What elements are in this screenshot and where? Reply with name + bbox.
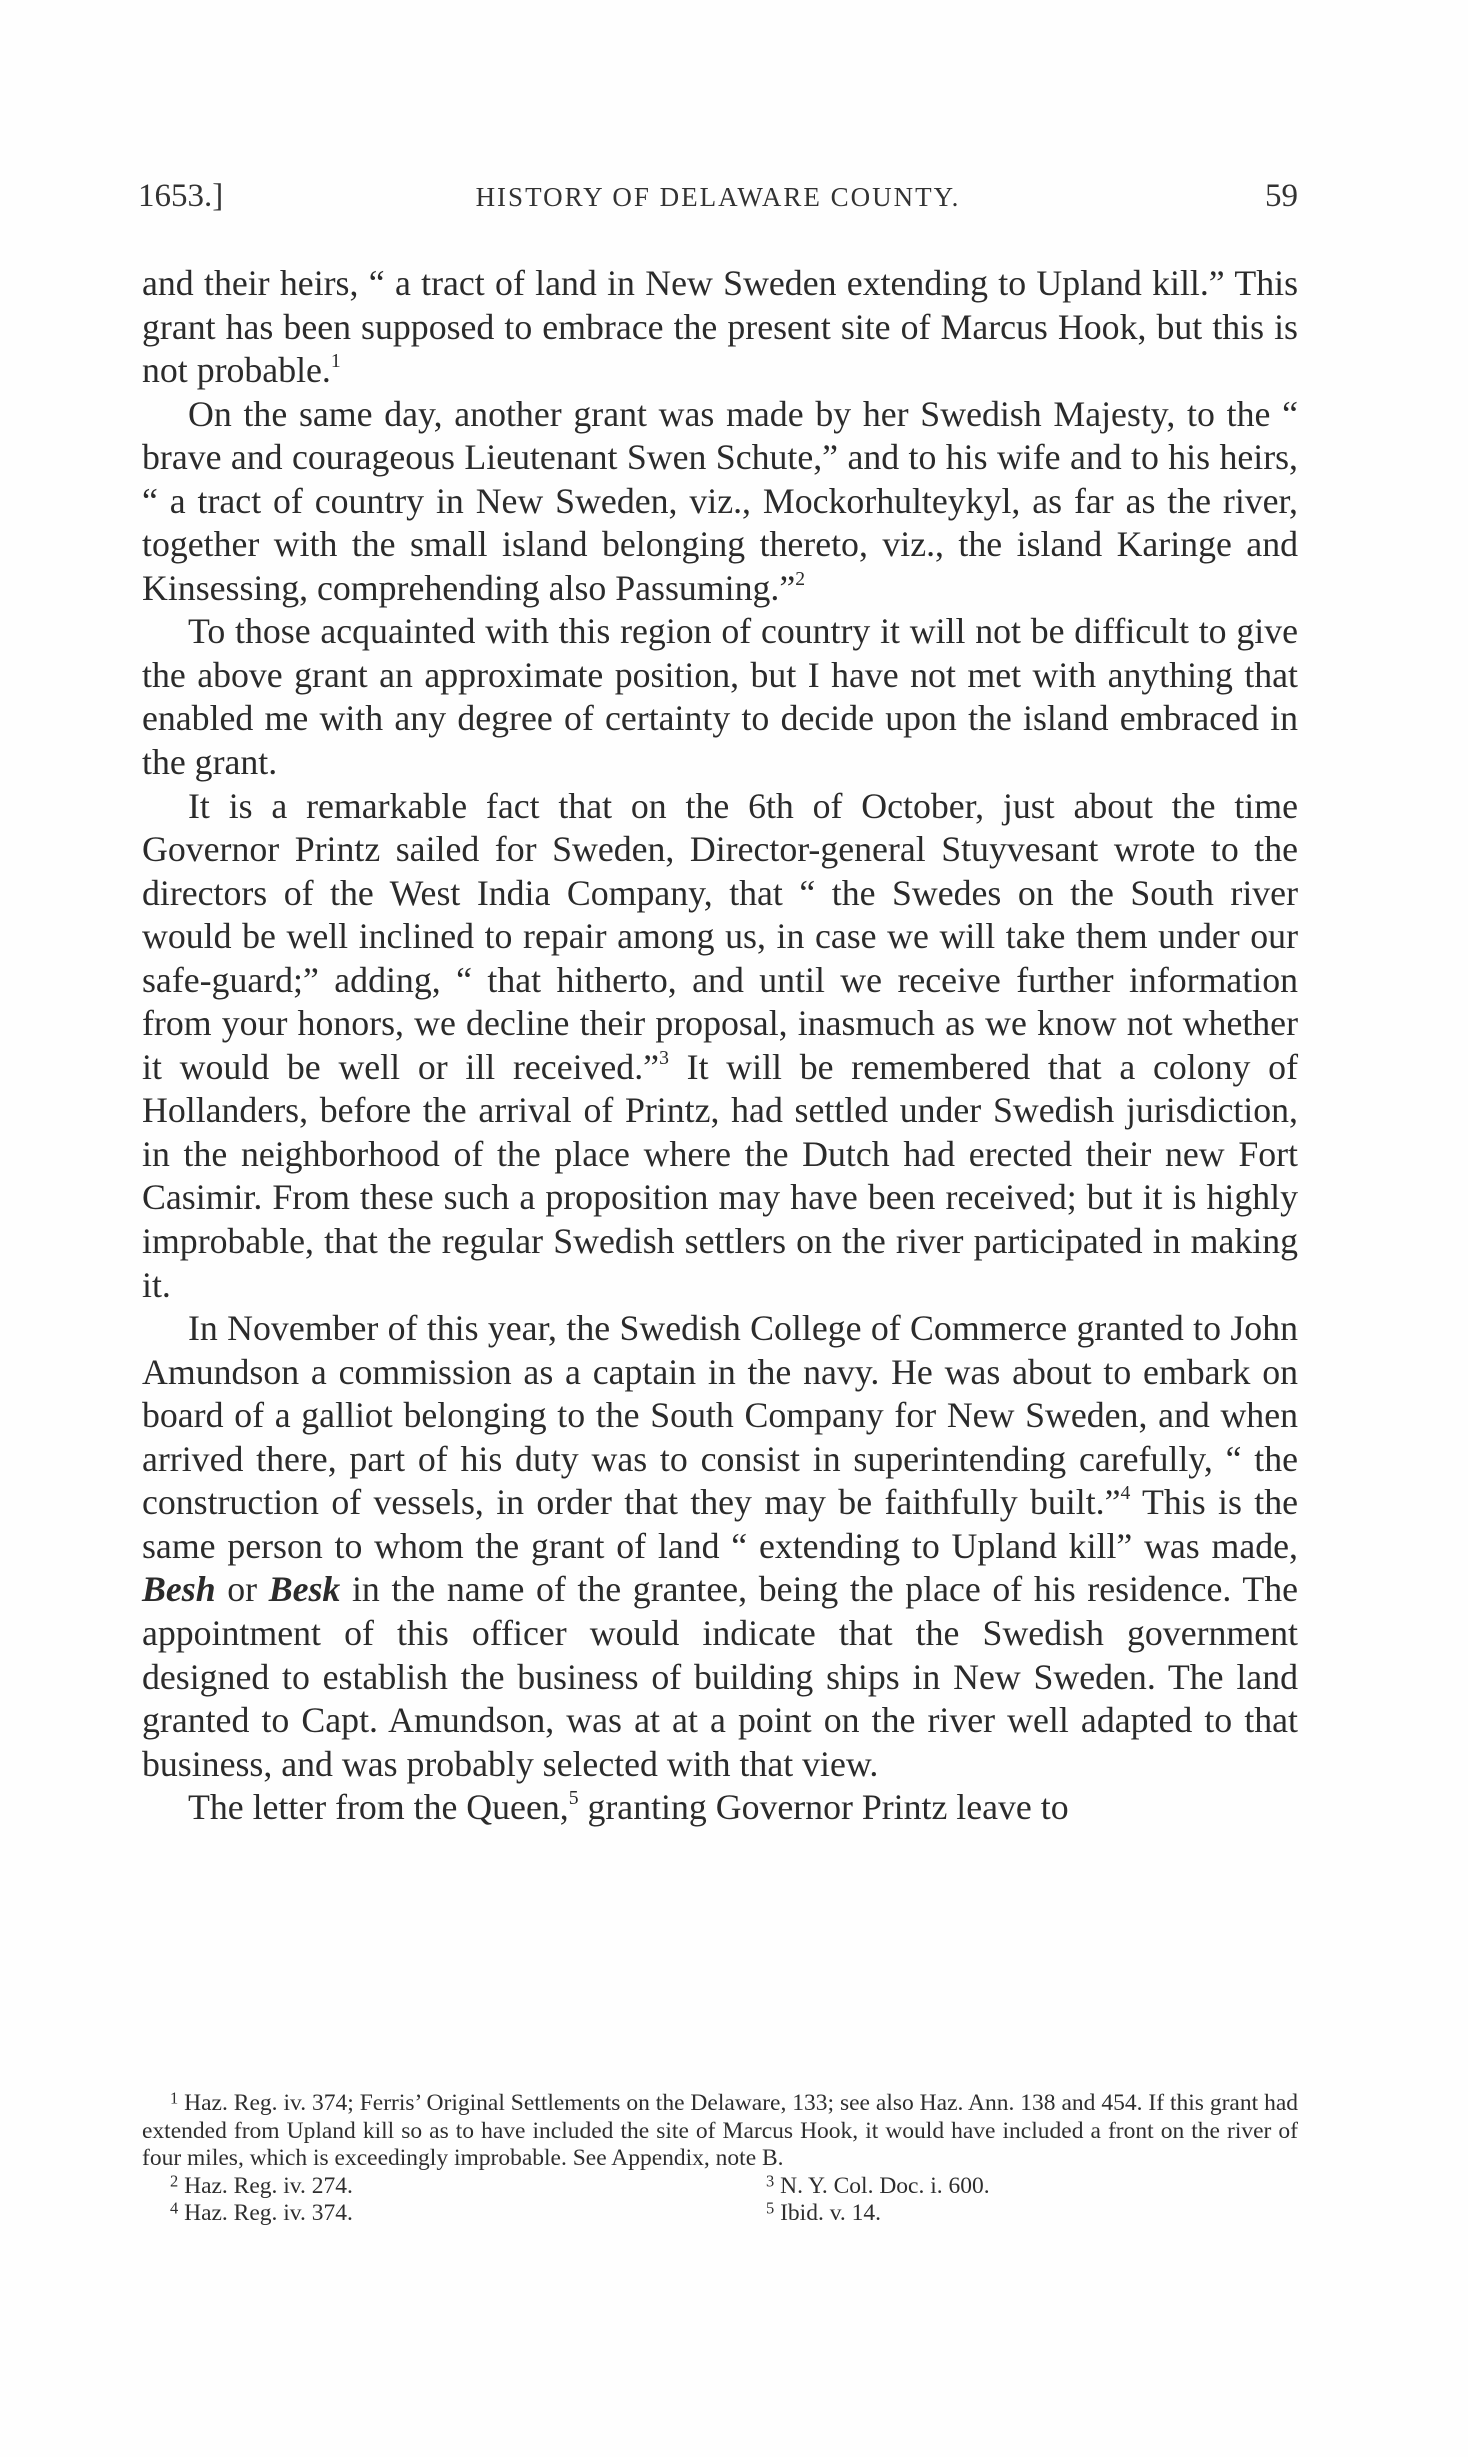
- footnote-row: [142, 2200, 1298, 2228]
- paragraph-text: On the same day, another grant was made by her Swedish Majesty, to the “ brave and courageous Lieutenant Swen Schute,” and to his wife and to his heirs, “ a tract of country in New Sweden, viz., Mockorhulteykyl, as far as the river, together with the small island belonging thereto, viz., the island Karinge and Kinsessing, comprehending also Passuming.”: [142, 393, 1298, 608]
- italic-word-besh: Besh: [142, 1569, 216, 1610]
- footnote-2: [142, 2170, 766, 2201]
- paragraph-text: It will be remembered that a colony of Hollanders, before the arrival of Printz, had settled under Swedish jurisdiction, in the neighborhood of the place where the Dutch had erected their new Fort Casimir. From these such a proposition may have been received; but it is highly improbable, that the regular Swedish settlers on the river participated in making it.: [142, 1046, 1298, 1305]
- footnote-1: [142, 2090, 1298, 2173]
- paragraph-text: It is a remarkable fact that on the 6th of October, just about the time Governor Printz sailed for Sweden, Director-general Stuyvesant wrote to the directors of the West India Company, that “ the Swedes on the South river would be well inclined to repair among us, in case we will take them under our safe-guard;” adding, “ that hitherto, and until we receive further information from your honors, we decline their proposal, inasmuch as we know not whether it would be well or ill received.”: [142, 785, 1298, 1087]
- footnote-ref-3[interactable]: 3: [659, 1047, 669, 1070]
- paragraph-3: [142, 610, 1298, 784]
- paragraph-text: The letter from the Queen,: [188, 1787, 569, 1828]
- paragraph-6: [142, 1786, 1298, 1830]
- footnote-row: [142, 2170, 1298, 2201]
- paragraph-text: To those acquainted with this region of country it will not be difficult to give the above grant an approximate position, but I have not met with anything that enabled me with any degree of certainty to decide upon the island embraced in the grant.: [142, 611, 1298, 783]
- header-title: HISTORY OF DELAWARE COUNTY.: [475, 182, 961, 212]
- page-number: 59: [1265, 178, 1298, 214]
- footnote-ref-4[interactable]: 4: [1120, 1482, 1131, 1505]
- footnote-ref-2[interactable]: 2: [795, 568, 806, 591]
- footnote-text: Haz. Reg. iv. 374.: [178, 2200, 353, 2226]
- body-text: [142, 262, 1298, 1830]
- footnote-mark: 5: [766, 2198, 775, 2218]
- footnote-mark: 3: [766, 2170, 775, 2190]
- italic-word-besk: Besk: [268, 1569, 341, 1610]
- paragraph-4: [142, 785, 1298, 1308]
- footnotes: [142, 2090, 1298, 2228]
- footnote-text: N. Y. Col. Doc. i. 600.: [774, 2172, 990, 2199]
- footnote-mark: 4: [170, 2198, 179, 2218]
- paragraph-text: In November of this year, the Swedish College of Commerce granted to John Amundson a commission as a captain in the navy. He was about to embark on board of a galliot belonging to the South Company for New Sweden, and when arrived there, part of his duty was to consist in superintending carefully, “ the construction of vessels, in order that they may be faithfully built.”: [142, 1308, 1298, 1523]
- running-header: [138, 178, 1298, 226]
- paragraph-1: [142, 262, 1298, 393]
- footnote-mark: 2: [170, 2170, 179, 2190]
- footnote-ref-1[interactable]: 1: [330, 350, 341, 373]
- footnote-text: Ibid. v. 14.: [774, 2200, 882, 2226]
- paragraph-text: in the name of the grantee, being the place of his residence. The appointment of this officer would indicate that the Swedish government designed to establish the business of building ships in New Sweden. The land granted to Capt. Amundson, was at at a point on the river well adapted to that business, and was probably selected with that view.: [142, 1569, 1299, 1784]
- header-year: 1653.]: [138, 178, 224, 214]
- footnote-5: [766, 2200, 1298, 2228]
- footnote-3: [766, 2170, 1298, 2201]
- paragraph-text: granting Governor Printz leave to: [578, 1787, 1069, 1828]
- footnote-ref-5[interactable]: 5: [568, 1787, 579, 1810]
- footnote-text: Haz. Reg. iv. 274.: [178, 2172, 353, 2199]
- paragraph-text: and their heirs, “ a tract of land in New Sweden extending to Upland kill.” This grant has been supposed to embrace the present site of Marcus Hook, but this is not probable.: [142, 263, 1298, 391]
- paragraph-text: or: [215, 1569, 269, 1610]
- footnote-mark: 1: [170, 2088, 179, 2108]
- footnote-4: [142, 2200, 766, 2228]
- footnote-text: Haz. Reg. iv. 374; Ferris’ Original Settlements on the Delaware, 133; see also Haz. Ann. 138 and 454. If this grant had extended from Upland kill so as to have included the site of Marcus Hook, it would have included a front on the river of four miles, which is exceedingly improbable. See Appendix, note B.: [142, 2090, 1298, 2171]
- paragraph-text: This is the same person to whom the grant of land “ extending to Upland kill” was made,: [142, 1482, 1299, 1566]
- paragraph-2: [142, 393, 1298, 611]
- paragraph-5: [142, 1307, 1298, 1786]
